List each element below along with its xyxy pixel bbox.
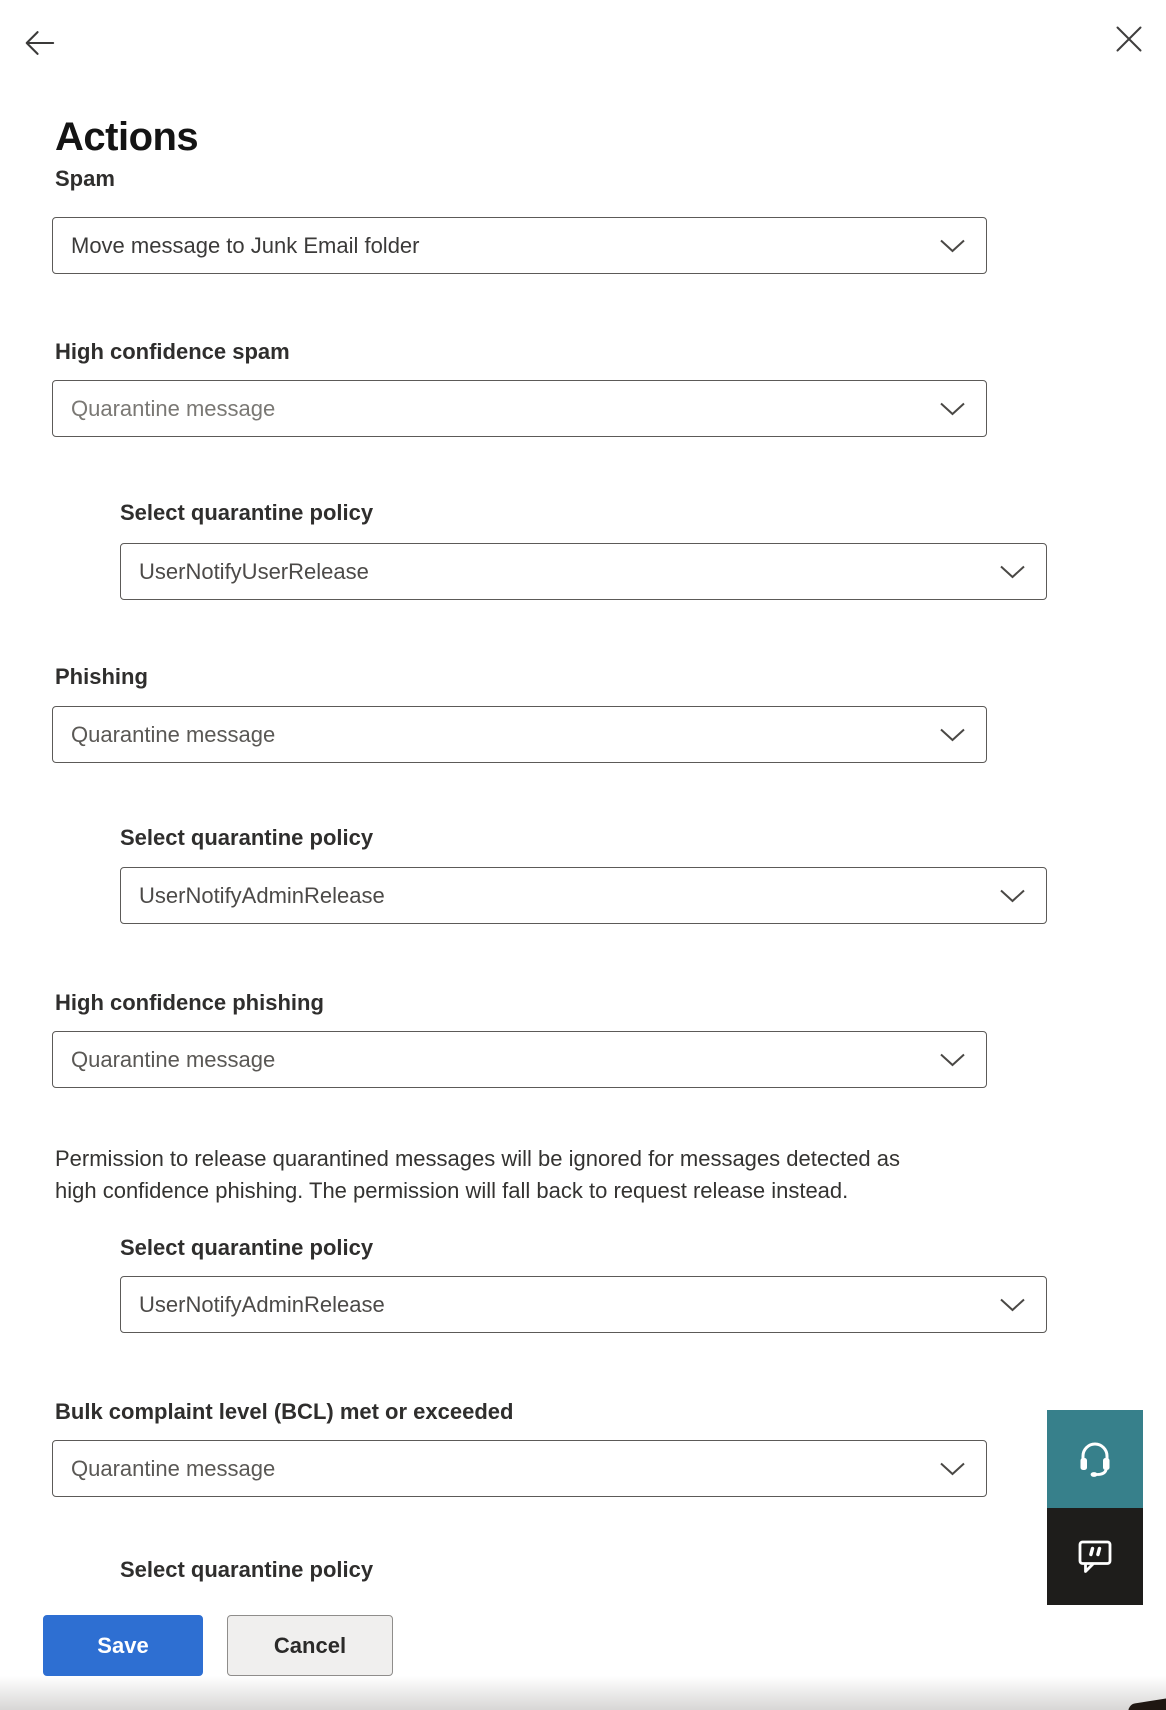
- quarantine-policy-dropdown-1[interactable]: [120, 543, 1047, 600]
- high-confidence-spam-label: High confidence spam: [55, 339, 290, 364]
- quarantine-policy-dropdown-3[interactable]: [120, 1276, 1047, 1333]
- quarantine-policy-value-1: UserNotifyUserRelease: [139, 558, 369, 584]
- phishing-label: Phishing: [55, 664, 148, 689]
- quarantine-policy-label-1: Select quarantine policy: [120, 500, 374, 525]
- bcl-action-value: Quarantine message: [71, 1455, 276, 1481]
- high-confidence-phishing-label: High confidence phishing: [55, 990, 324, 1015]
- headset-icon: [1073, 1436, 1117, 1483]
- permission-note-line-2: high confidence phishing. The permission will fall back to request release instead.: [55, 1178, 849, 1203]
- bcl-label: Bulk complaint level (BCL) met or exceeded: [55, 1399, 514, 1424]
- bcl-action-dropdown[interactable]: [52, 1440, 987, 1497]
- spam-action-dropdown[interactable]: [52, 217, 987, 274]
- help-widget-button[interactable]: [1047, 1410, 1143, 1508]
- permission-note: [55, 1143, 900, 1207]
- page-title: Actions: [55, 114, 199, 159]
- spam-action-value: Move message to Junk Email folder: [71, 232, 420, 258]
- quarantine-policy-value-2: UserNotifyAdminRelease: [139, 882, 385, 908]
- quarantine-policy-label-4-clipped: Select quarantine policy: [120, 1557, 374, 1582]
- close-button[interactable]: [1114, 24, 1144, 54]
- footer-bar: [0, 1584, 1166, 1710]
- high-confidence-phishing-dropdown[interactable]: [52, 1031, 987, 1088]
- phishing-action-dropdown[interactable]: [52, 706, 987, 763]
- high-confidence-phishing-value: Quarantine message: [71, 1046, 276, 1072]
- quarantine-policy-label-2: Select quarantine policy: [120, 825, 374, 850]
- permission-note-line-1: Permission to release quarantined messages will be ignored for messages detected as: [55, 1146, 901, 1171]
- close-icon: [1114, 42, 1144, 57]
- back-arrow-icon: [22, 48, 56, 63]
- spam-label: Spam: [55, 166, 115, 191]
- save-button[interactable]: Save: [43, 1615, 203, 1676]
- quarantine-policy-label-3: Select quarantine policy: [120, 1235, 374, 1260]
- back-button[interactable]: [22, 26, 56, 60]
- high-confidence-spam-dropdown[interactable]: [52, 380, 987, 437]
- phishing-action-value: Quarantine message: [71, 721, 276, 747]
- cancel-button[interactable]: Cancel: [227, 1615, 393, 1676]
- chat-bubble-icon: [1073, 1533, 1117, 1580]
- quarantine-policy-value-3: UserNotifyAdminRelease: [139, 1291, 385, 1317]
- feedback-widget-button[interactable]: [1047, 1508, 1143, 1605]
- quarantine-policy-dropdown-2[interactable]: [120, 867, 1047, 924]
- high-confidence-spam-value: Quarantine message: [71, 395, 276, 421]
